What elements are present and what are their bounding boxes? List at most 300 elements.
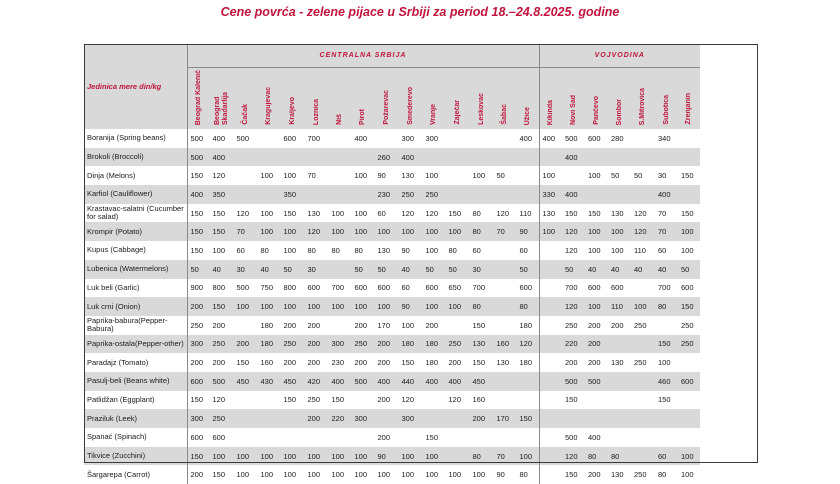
price-cell: 160 [260,358,274,368]
price-cell: 250 [634,470,647,480]
price-cell: 600 [681,283,694,293]
price-cell: 150 [190,395,204,405]
price-cell [281,148,305,167]
price-cell: 150 [658,339,671,349]
price-cell: 120 [565,227,578,237]
price-cell: 120 [634,227,647,237]
price-cell: 100 [472,171,486,181]
price-cell: 200 [307,358,321,368]
table-row [84,148,700,167]
price-cell: 80 [472,208,481,218]
page-title: Cene povrća - zelene pijace u Srbiji za period 18.–24.8.2025. godine [220,5,620,19]
price-cell [539,465,562,484]
price-cell: 150 [565,208,578,218]
price-cell [517,372,540,391]
vegetable-name: Krompir (Potato) [84,222,187,241]
price-cell: 200 [190,302,204,312]
price-cell: 60 [401,283,410,293]
price-cell [305,148,329,167]
price-cell [446,166,470,185]
price-cell: 200 [472,414,486,424]
price-cell: 180 [260,339,274,349]
price-cell: 100 [588,245,601,255]
price-cell: 130 [611,208,624,218]
vegetable-name: Karfiol (Cauliflower) [84,185,187,204]
price-cell: 500 [190,133,204,143]
price-cell: 80 [331,245,340,255]
city-header [305,68,329,130]
price-cell [608,391,631,410]
price-cell: 400 [565,189,578,199]
price-cell: 120 [496,208,510,218]
price-cell: 400 [401,152,415,162]
price-cell: 150 [565,470,578,480]
price-cell: 150 [588,208,601,218]
price-cell: 170 [496,414,510,424]
city-header [375,68,399,130]
table-row [84,447,700,466]
price-cell: 700 [331,283,345,293]
price-cell: 250 [565,320,578,330]
price-cell: 60 [658,451,667,461]
price-cell [678,353,700,372]
price-cell [494,372,517,391]
price-cell: 800 [283,283,297,293]
price-cell: 500 [190,152,204,162]
price-cell: 700 [565,283,578,293]
price-cell [539,409,562,428]
price-cell [678,409,700,428]
price-cell: 200 [425,320,439,330]
city-name: Kikinda [546,99,554,125]
price-cell: 90 [401,245,410,255]
price-cell [305,428,329,447]
price-cell [234,316,258,335]
price-cell: 200 [283,320,297,330]
price-cell: 150 [472,358,486,368]
price-cell: 60 [377,208,386,218]
price-cell [234,185,258,204]
vegetable-name: Paprika-babura(Pepper-Babura) [84,316,187,335]
price-cell [470,148,494,167]
price-cell [631,391,655,410]
price-cell [494,241,517,260]
price-cell [631,148,655,167]
price-cell: 80 [658,470,667,480]
price-cell: 70 [307,171,316,181]
price-cell: 70 [658,208,667,218]
price-cell: 600 [517,279,540,298]
price-cell: 50 [496,171,505,181]
price-cell: 250 [401,189,415,199]
vegetable-name: Paprika-ostala(Pepper-other) [84,335,187,354]
price-cell [539,241,562,260]
table-row [84,166,700,185]
price-cell: 80 [517,297,540,316]
price-cell: 200 [212,320,226,330]
price-cell: 80 [354,245,363,255]
price-cell: 120 [307,227,321,237]
table-row [84,297,700,316]
price-cell: 100 [588,227,601,237]
price-cell: 500 [565,133,578,143]
price-table [84,44,700,484]
price-cell: 700 [307,133,321,143]
vegetable-name: Spanać (Spinach) [84,428,187,447]
city-header [423,68,446,130]
price-cell: 80 [472,227,481,237]
price-cell: 500 [236,283,250,293]
price-cell: 400 [212,152,226,162]
price-cell: 100 [634,302,647,312]
price-cell: 200 [236,339,250,349]
price-cell: 100 [307,451,321,461]
price-cell: 500 [212,376,226,386]
price-cell: 150 [212,470,226,480]
price-cell [539,148,562,167]
price-cell: 260 [377,152,391,162]
city-name: Beograd Kalenić [194,69,202,125]
price-cell [517,391,540,410]
price-cell: 100 [588,171,601,181]
city-header [352,68,375,130]
price-cell: 100 [354,171,368,181]
price-cell: 40 [611,264,620,274]
price-cell: 100 [354,302,368,312]
price-cell [494,185,517,204]
price-cell: 70 [496,451,505,461]
price-cell [631,185,655,204]
price-cell: 150 [425,432,439,442]
price-cell: 900 [190,283,204,293]
price-cell: 600 [681,376,694,386]
price-cell: 500 [588,376,601,386]
price-cell [375,129,399,148]
price-cell: 150 [448,208,462,218]
price-cell: 250 [634,320,647,330]
price-cell [375,409,399,428]
price-cell: 100 [542,171,556,181]
price-cell: 60 [236,245,245,255]
price-cell [631,428,655,447]
price-cell [494,148,517,167]
price-cell [678,129,700,148]
price-cell: 100 [425,470,439,480]
price-cell [423,409,446,428]
price-cell: 420 [307,376,321,386]
price-cell [655,428,678,447]
price-cell [608,148,631,167]
price-cell: 200 [588,358,601,368]
price-cell [539,372,562,391]
price-cell: 340 [658,133,671,143]
price-cell: 600 [611,283,624,293]
price-cell [352,428,375,447]
price-cell [234,409,258,428]
price-cell [258,409,281,428]
price-cell: 200 [307,339,321,349]
price-cell [446,409,470,428]
price-cell: 120 [565,451,578,461]
price-cell: 100 [401,451,415,461]
price-cell [446,316,470,335]
price-cell: 100 [425,302,439,312]
price-cell: 700 [658,283,671,293]
price-cell: 460 [658,376,671,386]
vegetable-name: Kupus (Cabbage) [84,241,187,260]
region-header-row [84,44,700,68]
price-cell: 150 [517,409,540,428]
price-cell: 100 [448,227,462,237]
price-cell [258,185,281,204]
price-cell [539,297,562,316]
city-name: Požarevac [382,90,390,125]
city-header [446,68,470,130]
price-cell: 100 [236,470,250,480]
price-cell [608,335,631,354]
table-row [84,260,700,279]
price-cell: 50 [565,264,574,274]
price-cell: 330 [542,189,556,199]
city-name: Beograd Skadarlija [213,91,229,125]
price-cell: 400 [190,189,204,199]
price-cell: 600 [588,133,601,143]
price-cell: 250 [681,320,694,330]
price-cell: 100 [212,451,226,461]
price-cell: 110 [517,204,540,223]
price-cell [585,148,608,167]
price-cell [631,129,655,148]
vegetable-name: Pasulj-beli (Beans white) [84,372,187,391]
price-cell: 180 [425,358,439,368]
price-cell [655,409,678,428]
price-cell [234,391,258,410]
city-header [539,68,562,130]
price-cell: 300 [401,133,415,143]
price-cell [517,148,540,167]
price-cell [352,148,375,167]
price-cell [494,260,517,279]
price-cell [631,335,655,354]
price-cell: 30 [236,264,245,274]
price-cell: 80 [658,302,667,312]
city-header [517,68,540,130]
table-row [84,316,700,335]
city-header [399,68,423,130]
vegetable-name: Praziluk (Leek) [84,409,187,428]
price-cell [494,428,517,447]
price-cell [329,316,352,335]
price-cell: 100 [448,470,462,480]
price-cell: 250 [681,339,694,349]
price-cell: 100 [681,227,694,237]
price-cell [562,409,585,428]
price-cell: 50 [283,264,292,274]
price-cell [608,428,631,447]
price-cell [585,391,608,410]
city-name: Novi Sad [569,95,577,125]
price-cell: 200 [588,320,601,330]
price-cell: 100 [331,227,345,237]
table-row [84,372,700,391]
price-cell: 150 [190,451,204,461]
price-cell: 100 [260,171,274,181]
price-cell: 110 [634,245,646,255]
price-cell [517,185,540,204]
price-cell: 300 [331,339,345,349]
price-cell: 100 [283,302,297,312]
price-cell: 500 [565,376,578,386]
price-cell: 80 [611,451,620,461]
price-cell: 120 [565,245,578,255]
price-cell: 100 [611,245,624,255]
price-cell: 130 [307,208,321,218]
price-cell: 400 [425,376,439,386]
price-cell: 450 [236,376,250,386]
price-cell: 600 [190,376,204,386]
table-row [84,185,700,204]
table-row [84,409,700,428]
price-cell: 100 [354,208,368,218]
price-cell: 100 [425,451,439,461]
vegetable-name: Paradajz (Tomato) [84,353,187,372]
price-cell: 70 [236,227,245,237]
price-cell [423,148,446,167]
price-cell: 100 [354,451,368,461]
price-cell [539,391,562,410]
price-cell: 450 [472,376,486,386]
price-cell: 200 [212,358,226,368]
price-cell: 80 [307,245,316,255]
price-cell: 400 [542,133,556,143]
price-cell: 130 [496,358,510,368]
price-cell: 150 [212,302,226,312]
city-name: Kragujevac [265,87,272,125]
price-cell: 130 [611,470,624,480]
price-cell: 60 [472,245,481,255]
price-cell [539,447,562,466]
price-cell: 150 [190,227,204,237]
price-cell: 50 [425,264,434,274]
price-cell: 100 [377,227,391,237]
city-name: S.Mitrovica [639,87,646,125]
price-cell: 100 [588,302,601,312]
price-cell: 250 [634,358,647,368]
price-cell: 170 [377,320,391,330]
price-cell: 200 [307,414,321,424]
price-cell: 200 [307,320,321,330]
city-header [281,68,305,130]
price-cell: 300 [425,133,439,143]
price-cell: 250 [212,339,226,349]
price-cell: 400 [212,133,226,143]
price-cell [608,185,631,204]
price-cell [494,316,517,335]
price-cell: 200 [354,358,368,368]
price-cell [423,391,446,410]
price-cell: 80 [448,245,457,255]
city-name: Smederevo [406,87,414,125]
price-cell: 600 [283,133,297,143]
price-cell: 400 [658,189,671,199]
price-cell [539,428,562,447]
price-cell: 600 [212,432,226,442]
price-cell: 130 [401,171,415,181]
price-cell [329,129,352,148]
price-cell: 230 [377,189,391,199]
price-cell [258,428,281,447]
price-cell [608,409,631,428]
price-cell [678,428,700,447]
table-row [84,335,700,354]
price-cell: 300 [354,414,368,424]
price-cell [258,391,281,410]
price-cell: 120 [425,208,439,218]
city-name: Kraljevo [288,97,296,125]
price-cell: 220 [565,339,578,349]
price-cell: 60 [658,245,667,255]
city-header [210,68,234,130]
price-cell: 130 [472,339,486,349]
city-header [234,68,258,130]
price-cell: 40 [401,264,410,274]
price-cell: 180 [260,320,274,330]
price-cell: 100 [658,358,671,368]
table-row [84,391,700,410]
region-vojvodina: VOJVODINA [539,44,700,68]
price-cell: 40 [260,264,269,274]
price-cell [539,316,562,335]
price-cell: 180 [517,353,540,372]
city-name: Pirot [359,109,366,125]
vegetable-name: Šargarepa (Carrot) [84,465,187,484]
price-cell: 200 [565,358,578,368]
vegetable-name: Dinja (Melons) [84,166,187,185]
price-cell [539,335,562,354]
price-cell: 150 [190,171,204,181]
price-cell: 200 [283,358,297,368]
price-cell: 160 [472,395,486,405]
price-cell: 250 [283,339,297,349]
price-cell: 40 [634,264,643,274]
price-cell [539,260,562,279]
price-cell: 450 [283,376,297,386]
price-cell: 200 [611,320,624,330]
city-header [562,68,585,130]
vegetable-name: Tikvice (Zucchini) [84,447,187,466]
price-cell: 200 [448,358,462,368]
price-cell: 600 [425,283,439,293]
price-cell [446,129,470,148]
price-cell: 50 [611,171,620,181]
price-cell: 30 [472,264,481,274]
price-cell [446,428,470,447]
price-cell: 200 [354,320,368,330]
price-cell: 100 [354,227,368,237]
price-cell: 30 [307,264,316,274]
city-header [608,68,631,130]
city-header [187,68,210,130]
price-cell: 600 [307,283,321,293]
price-table-wrapper [84,44,700,484]
price-cell [470,428,494,447]
price-cell: 600 [588,283,601,293]
price-cell [494,391,517,410]
price-cell: 100 [377,470,391,480]
price-cell [234,166,258,185]
price-cell [631,279,655,298]
price-cell: 250 [307,395,321,405]
